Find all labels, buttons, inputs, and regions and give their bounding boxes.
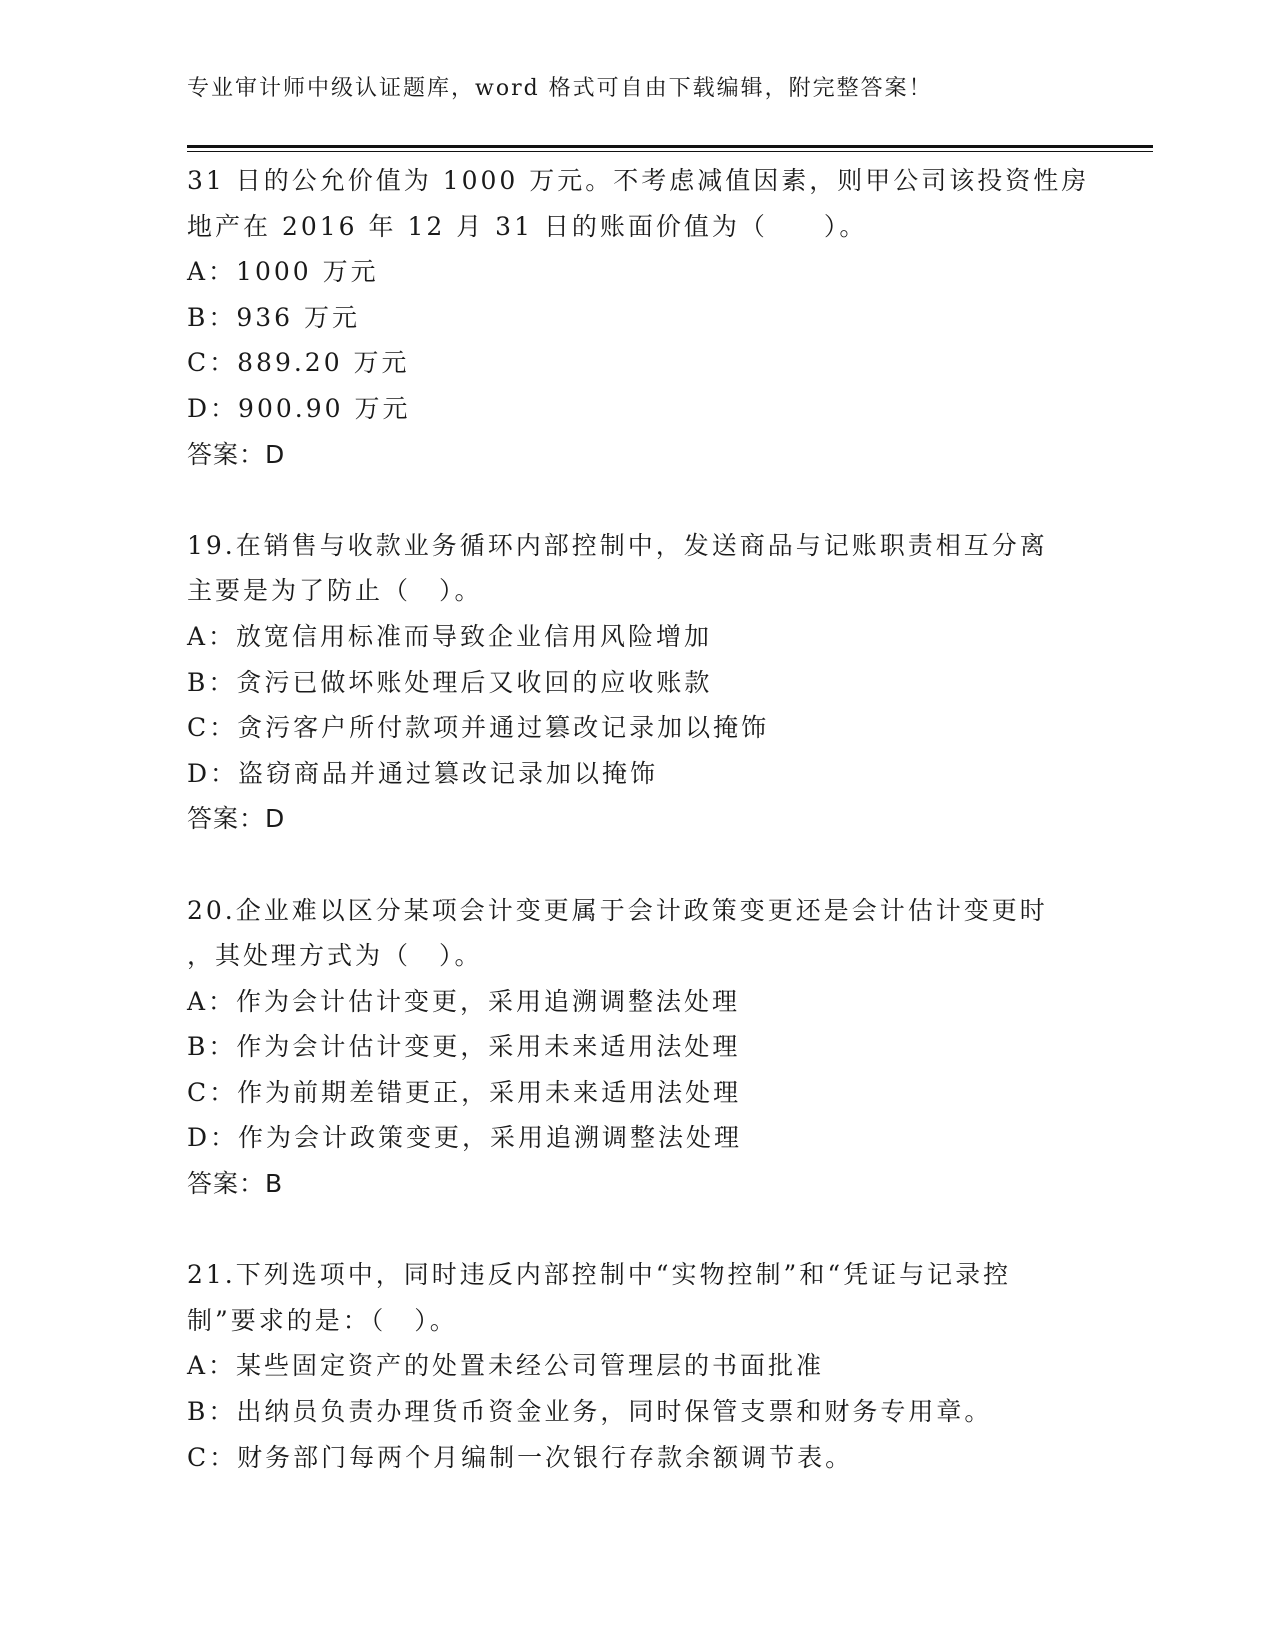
option-b: B：出纳员负责办理货币资金业务，同时保管支票和财务专用章。 (187, 1397, 993, 1427)
question-21 (187, 1252, 1087, 1480)
option-d: D：900.90 万元 (187, 393, 411, 423)
option-a: A：作为会计估计变更，采用追溯调整法处理 (187, 986, 741, 1016)
option-c: C：财务部门每两个月编制一次银行存款余额调节表。 (187, 1442, 854, 1472)
option-b: B：936 万元 (187, 302, 361, 332)
spacer (187, 842, 1087, 888)
option-a: A：某些固定资产的处置未经公司管理层的书面批准 (187, 1351, 825, 1381)
question-stem-line: 主要是为了防止（ ）。 (187, 576, 483, 606)
question-stem-line: 21.下列选项中，同时违反内部控制中“实物控制”和“凭证与记录控 (187, 1260, 1012, 1290)
answer-line: 答案：D (187, 804, 286, 834)
option-a: A：放宽信用标准而导致企业信用风险增加 (187, 621, 713, 651)
option-a: A：1000 万元 (187, 257, 379, 287)
question-stem-line: ，其处理方式为（ ）。 (187, 941, 483, 971)
header-rule-thin (187, 151, 1153, 152)
option-d: D：作为会计政策变更，采用追溯调整法处理 (187, 1123, 743, 1153)
document-body (187, 158, 1090, 1480)
question-stem-line: 20.企业难以区分某项会计变更属于会计政策变更还是会计估计变更时 (187, 895, 1048, 925)
question-stem-line: 19.在销售与收款业务循环内部控制中，发送商品与记账职责相互分离 (187, 530, 1048, 560)
question-stem-line: 地产在 2016 年 12 月 31 日的账面价值为（ ）。 (187, 211, 868, 241)
option-d: D：盗窃商品并通过篡改记录加以掩饰 (187, 758, 659, 788)
option-c: C：作为前期差错更正，采用未来适用法处理 (187, 1077, 742, 1107)
header-rule-thick (187, 145, 1153, 148)
answer-line: 答案：D (187, 439, 286, 469)
option-c: C：贪污客户所付款项并通过篡改记录加以掩饰 (187, 713, 770, 743)
option-c: C：889.20 万元 (187, 348, 410, 378)
question-19 (187, 523, 1087, 842)
option-b: B：贪污已做坏账处理后又收回的应收账款 (187, 667, 713, 697)
question-stem-line: 31 日的公允价值为 1000 万元。不考虑减值因素，则甲公司该投资性房 (187, 166, 1090, 195)
page-header: 专业审计师中级认证题库，word 格式可自由下载编辑，附完整答案！ (187, 76, 933, 101)
spacer (187, 1207, 1087, 1253)
question-18-continued (187, 158, 1090, 477)
spacer (187, 477, 1087, 523)
question-stem-line: 制”要求的是：（ ）。 (187, 1305, 458, 1335)
option-b: B：作为会计估计变更，采用未来适用法处理 (187, 1032, 741, 1062)
answer-line: 答案：B (187, 1169, 284, 1199)
question-20 (187, 888, 1087, 1207)
